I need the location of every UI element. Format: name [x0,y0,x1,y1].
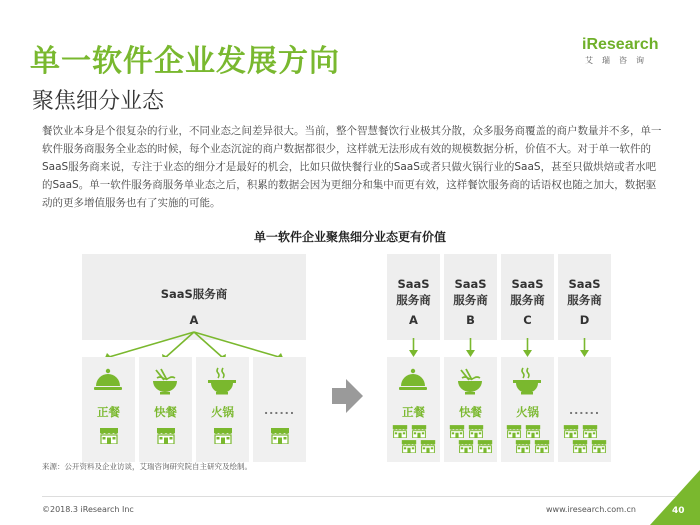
store-icon [572,440,588,453]
store-icon [411,425,427,438]
brand-name: iResearch [582,36,659,53]
store-icon [582,425,598,438]
store-icon [449,425,465,438]
store-icon [515,440,531,453]
right-provider-c-letter: C [523,313,532,327]
store-icon [477,440,493,453]
store-icon [458,440,474,453]
store-icon [534,440,550,453]
figure-title: 单一软件企业聚焦细分业态更有价值 [253,230,446,244]
source-note: 来源：公开资料及企业访谈，艾瑞咨询研究院自主研究及绘制。 [42,462,252,471]
transition-arrow-icon [330,378,364,414]
right-provider-b-line2: 服务商 [453,293,488,307]
left-label-huoguo: 火锅 [211,405,234,419]
hotpot-icon [206,366,238,396]
store-icon [563,425,579,438]
right-provider-a-letter: A [409,313,418,327]
right-provider-c-line2: 服务商 [510,293,545,307]
store-icon [468,425,484,438]
left-label-more: ...... [263,404,296,417]
store-icon [99,428,119,444]
brand-name-cn: 艾瑞咨询 [585,56,653,65]
store-icon [213,428,233,444]
page-title: 单一软件企业发展方向 [30,44,340,79]
left-provider-name: SaaS服务商 [160,287,228,301]
store-icon [591,440,607,453]
page-number: 40 [672,506,685,516]
right-provider-b-letter: B [466,313,475,327]
noodle-bowl-icon [454,366,486,396]
right-provider-a-line2: 服务商 [396,293,431,307]
right-label-zhengcan: 正餐 [402,405,425,419]
brand-logo [582,36,670,66]
right-label-kuaican: 快餐 [459,405,482,419]
store-icon [392,425,408,438]
right-provider-d-line2: 服务商 [567,293,602,307]
footer-url: www.iresearch.com.cn [546,505,636,514]
right-provider-c-line1: SaaS [511,277,544,291]
page-subtitle: 聚焦细分业态 [32,89,165,114]
store-icon [420,440,436,453]
store-icon [270,428,290,444]
right-provider-d-line1: SaaS [568,277,601,291]
hotpot-icon [511,366,543,396]
store-icon [156,428,176,444]
right-provider-a-line1: SaaS [397,277,430,291]
store-icon [525,425,541,438]
corner-triangle [650,470,700,525]
cloche-icon [397,366,429,396]
store-icon [506,425,522,438]
store-icon [401,440,417,453]
body-paragraph: 餐饮业本身是个很复杂的行业，不同业态之间差异很大。当前，整个智慧餐饮行业极其分散，众多服务商覆盖的商户数量并不多，单一软件服务商服务全业态的时候，每个业态沉淀的商户数据都很少，这样就无法形成有效的规模数据分析，价值不大。对于单一软件的SaaS服务商来说，专注于业态的细分才是最好的机会，比如只做快餐行业的SaaS或者只做火锅行业的SaaS，甚至只做烘焙或者水吧的SaaS。单一软件服务商服务单业态之后，积累的数据会因为更细分和集中而更有效，这样餐饮服务商的话语权也随之加大，数据驱动的更多增值服务也有了实施的可能。 [42,125,662,209]
right-provider-d-letter: D [579,313,590,327]
left-label-kuaican: 快餐 [154,405,177,419]
left-label-zhengcan: 正餐 [97,405,120,419]
right-label-huoguo: 火锅 [516,405,539,419]
left-provider-letter: A [189,313,199,327]
footer-divider [42,496,682,497]
right-label-more: ...... [568,404,601,417]
noodle-bowl-icon [149,366,181,396]
right-provider-b-line1: SaaS [454,277,487,291]
copyright: ©2018.3 iResearch Inc [42,505,134,514]
cloche-icon [92,366,124,396]
